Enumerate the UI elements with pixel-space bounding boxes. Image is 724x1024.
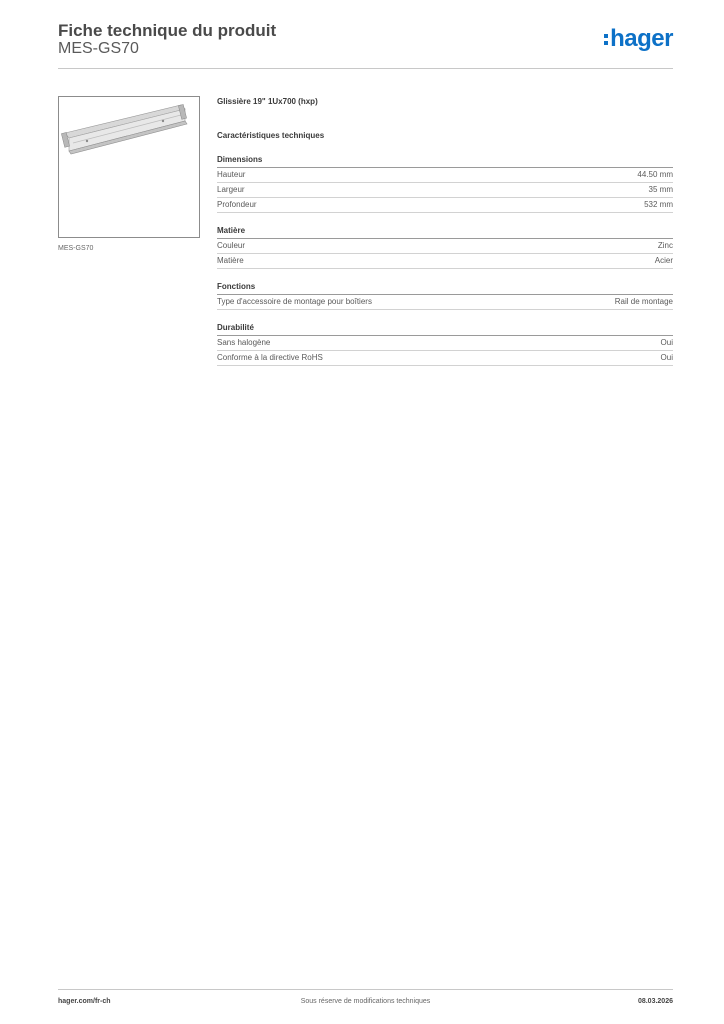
spec-value: Acier (654, 256, 673, 265)
slide-rail-product-icon (59, 97, 199, 237)
footer-notice: Sous réserve de modifications techniques (300, 998, 431, 1005)
spec-group-sustainability (217, 322, 673, 366)
spec-label: Hauteur (217, 170, 246, 179)
product-image (58, 96, 200, 238)
spec-label: Matière (217, 256, 244, 265)
spec-row (217, 183, 673, 198)
spec-label: Type d'accessoire de montage pour boîtiers (217, 297, 372, 306)
spec-group-dimensions (217, 154, 673, 213)
spec-row (217, 254, 673, 269)
footer-divider (58, 989, 673, 990)
specs-heading: Caractéristiques techniques (217, 131, 325, 140)
spec-group-functions (217, 281, 673, 310)
hager-logo (604, 27, 673, 51)
spec-value: 44.50 mm (637, 170, 673, 179)
spec-value: 532 mm (644, 200, 673, 209)
footer-date: 08.03.2026 (637, 998, 673, 1005)
page-footer (58, 998, 673, 1010)
image-caption: MES-GS70 (58, 245, 94, 252)
spec-group-title: Durabilité (217, 322, 673, 336)
logo-text: hager (610, 25, 673, 52)
product-name: Glissière 19" 1Ux700 (hxp) (217, 97, 318, 106)
spec-group-title: Dimensions (217, 154, 673, 168)
product-details (217, 96, 673, 366)
spec-value: Rail de montage (614, 297, 673, 306)
spec-group-title: Matière (217, 225, 673, 239)
header-divider (58, 68, 673, 69)
footer-website-link[interactable]: hager.com/fr-ch (58, 998, 111, 1005)
spec-row (217, 198, 673, 213)
spec-label: Couleur (217, 241, 246, 250)
spec-value: Zinc (657, 241, 673, 250)
spec-group-material (217, 225, 673, 269)
spec-group-title: Fonctions (217, 281, 673, 295)
spec-row (217, 295, 673, 310)
spec-label: Conforme à la directive RoHS (217, 353, 323, 362)
spec-row (217, 351, 673, 366)
spec-label: Largeur (217, 185, 245, 194)
spec-value: Oui (660, 338, 673, 347)
spec-row (217, 336, 673, 351)
page-header (58, 20, 673, 70)
spec-label: Sans halogène (217, 338, 271, 347)
spec-label: Profondeur (217, 200, 257, 209)
logo-dots-icon (604, 34, 608, 45)
spec-row (217, 239, 673, 254)
product-reference: MES-GS70 (58, 40, 139, 57)
document-title: Fiche technique du produit (58, 21, 277, 40)
spec-row (217, 168, 673, 183)
spec-value: Oui (660, 353, 673, 362)
spec-value: 35 mm (648, 185, 673, 194)
